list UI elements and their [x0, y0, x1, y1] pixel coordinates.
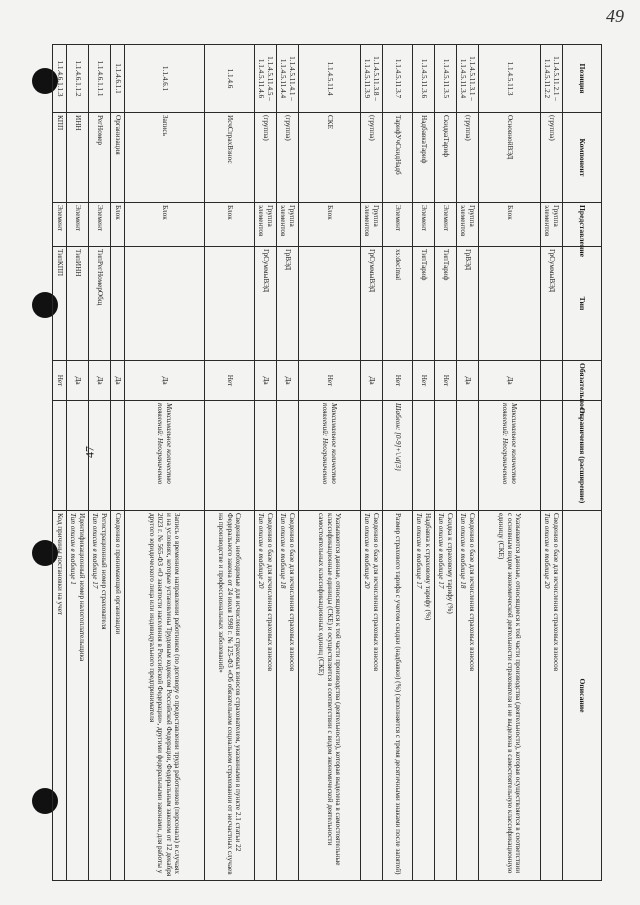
- cell-component: ОсновнойВЭД: [479, 113, 541, 203]
- cell-component: Запись: [125, 113, 205, 203]
- table-row: [435, 45, 457, 881]
- header-mandatory: Обязательность: [563, 361, 602, 401]
- cell-type: [111, 247, 125, 361]
- header-position: Позиция: [563, 45, 602, 113]
- cell-limits: [67, 401, 89, 511]
- cell-description: [383, 511, 413, 881]
- cell-limits: Максимальное количество появлений: Неограниченно: [125, 401, 205, 511]
- cell-component: (группа): [277, 113, 299, 203]
- table-row: [125, 45, 205, 881]
- cell-kind: Группа элементов: [457, 203, 479, 247]
- table-row: [299, 45, 361, 881]
- cell-mandatory: Да: [479, 361, 541, 401]
- cell-type: [205, 247, 255, 361]
- description-text: Сведения о базе для исчисления страховых взносов: [467, 513, 476, 672]
- cell-position: 1.1.4.5.11.4: [299, 45, 361, 113]
- header-type: Тип: [563, 247, 602, 361]
- description-text: Указываются данные, относящиеся к той части производства (деятельности), которая выделена в самостоятельные классификационные единицы (СКЕ) и осуществляется в соответствии с видом экономической деятельности самостоятельных классификационных единиц (СКЕ): [317, 513, 342, 866]
- table-row: [67, 45, 89, 881]
- sheet-number: 49: [606, 6, 624, 26]
- cell-kind: Группа элементов: [277, 203, 299, 247]
- cell-mandatory: Нет: [435, 361, 457, 401]
- cell-kind: Элемент: [383, 203, 413, 247]
- header-component: Компонент: [563, 113, 602, 203]
- description-text: Регистрационный номер страхователя: [99, 513, 108, 630]
- cell-mandatory: Нет: [205, 361, 255, 401]
- description-text: Сведения о базе для исчисления страховых взносов: [287, 513, 296, 672]
- cell-position: 1.1.4.6: [205, 45, 255, 113]
- cell-description: [111, 511, 125, 881]
- description-text: Запись о временном направлении работников (по договору о предоставлении труда работников (персонала) в случаях и на условиях, которые установлены Трудовым кодексом Российской Федерации, Федеральным законом от 12 декабря 2023 г. № 565-ФЗ «О занятости населения в Российской Федерации», другими федеральными законами, для работы у другого юридического лица или индивидуального предпринимателя: [148, 513, 181, 877]
- cell-position: 1.1.4.6.1.1.3: [53, 45, 67, 113]
- cell-mandatory: Да: [67, 361, 89, 401]
- cell-description: [205, 511, 255, 881]
- cell-description: [541, 511, 563, 881]
- cell-mandatory: Да: [277, 361, 299, 401]
- cell-limits: [255, 401, 277, 511]
- cell-limits: [413, 401, 435, 511]
- cell-type: ГрВЭД: [277, 247, 299, 361]
- description-ref: Тип описан в таблице 18: [459, 513, 468, 589]
- spec-table: [52, 44, 602, 881]
- description-text: Код причины постановки на учет: [55, 513, 64, 616]
- cell-description: [361, 511, 383, 881]
- cell-mandatory: Нет: [383, 361, 413, 401]
- description-ref: Тип описан в таблице 18: [279, 513, 288, 589]
- cell-position: 1.1.4.5.11.4.5 – 1.1.4.5.11.4.6: [255, 45, 277, 113]
- cell-kind: Элемент: [435, 203, 457, 247]
- table-row: [205, 45, 255, 881]
- cell-kind: Элемент: [89, 203, 111, 247]
- cell-description: [53, 511, 67, 881]
- cell-description: [479, 511, 541, 881]
- cell-kind: Элемент: [413, 203, 435, 247]
- cell-limits: [361, 401, 383, 511]
- cell-limits: [435, 401, 457, 511]
- cell-type: xs:decimal: [383, 247, 413, 361]
- cell-kind: Блок: [125, 203, 205, 247]
- cell-description: [457, 511, 479, 881]
- cell-type: ГрСуммыВЭД: [361, 247, 383, 361]
- cell-type: ТипТариф: [413, 247, 435, 361]
- cell-mandatory: Да: [125, 361, 205, 401]
- table-row: [89, 45, 111, 881]
- cell-mandatory: Да: [255, 361, 277, 401]
- cell-position: 1.1.4.5.11.3.1 – 1.1.4.5.11.3.4: [457, 45, 479, 113]
- description-text: Сведения о принимающей организации: [113, 513, 122, 635]
- cell-position: 1.1.4.6.1.1: [111, 45, 125, 113]
- header-limits: Ограничения (расширение): [563, 401, 602, 511]
- table-row: [111, 45, 125, 881]
- description-text: Сведения о базе для исчисления страховых взносов: [371, 513, 380, 672]
- header-description: Описание: [563, 511, 602, 881]
- table-row: [541, 45, 563, 881]
- table-row: [255, 45, 277, 881]
- cell-component: Организация: [111, 113, 125, 203]
- cell-description: [277, 511, 299, 881]
- cell-position: 1.1.4.5.11.4.1 – 1.1.4.5.11.4.4: [277, 45, 299, 113]
- description-text: Надбавка к страховому тарифу (%): [423, 513, 432, 621]
- description-ref: Тип описан в таблице 1: [69, 513, 78, 585]
- description-text: Сведения о базе для исчисления страховых взносов: [551, 513, 560, 672]
- cell-mandatory: Да: [361, 361, 383, 401]
- cell-mandatory: Нет: [299, 361, 361, 401]
- cell-position: 1.1.4.5.11.2.1 – 1.1.4.5.11.2.2: [541, 45, 563, 113]
- description-text: Сведения, необходимые для исчисления страховых взносов страхователем, указанными в пункте 2.1 статьи 22 Федерального закона от 24 июля 1998 г. № 125-ФЗ «Об обязательном социальном страховании от несчастных случаев на производстве и профессиональных заболеваний»: [217, 513, 242, 875]
- description-ref: Тип описан в таблице 17: [415, 513, 424, 589]
- cell-component: ТарифУчСкидНадб: [383, 113, 413, 203]
- cell-component: ИсчСтрахВзнос: [205, 113, 255, 203]
- table-row: [457, 45, 479, 881]
- description-ref: Тип описан в таблице 20: [257, 513, 266, 589]
- cell-kind: Блок: [299, 203, 361, 247]
- cell-limits: [53, 401, 67, 511]
- table-row: [479, 45, 541, 881]
- cell-component: СкидкаТариф: [435, 113, 457, 203]
- description-text: Идентификационный номер налогоплательщика: [77, 513, 86, 662]
- header-row: [563, 45, 602, 881]
- cell-position: 1.1.4.5.11.3: [479, 45, 541, 113]
- description-ref: Тип описан в таблице 17: [91, 513, 100, 589]
- cell-component: СКЕ: [299, 113, 361, 203]
- cell-kind: Элемент: [53, 203, 67, 247]
- cell-limits: [457, 401, 479, 511]
- cell-position: 1.1.4.5.11.3.8 – 1.1.4.5.11.3.9: [361, 45, 383, 113]
- cell-type: [479, 247, 541, 361]
- cell-limits: [205, 401, 255, 511]
- cell-type: ТипКПП: [53, 247, 67, 361]
- cell-mandatory: Да: [457, 361, 479, 401]
- description-ref: Тип описан в таблице 17: [437, 513, 446, 589]
- cell-component: (группа): [361, 113, 383, 203]
- cell-type: [125, 247, 205, 361]
- cell-mandatory: Да: [89, 361, 111, 401]
- cell-type: ГрСуммыВЭД: [255, 247, 277, 361]
- cell-mandatory: [541, 361, 563, 401]
- cell-description: [299, 511, 361, 881]
- cell-position: 1.1.4.5.11.3.5: [435, 45, 457, 113]
- cell-component: КПП: [53, 113, 67, 203]
- table-row: [383, 45, 413, 881]
- cell-type: ТипРегНомерОбщ: [89, 247, 111, 361]
- cell-kind: Блок: [205, 203, 255, 247]
- cell-type: ТипИНН: [67, 247, 89, 361]
- cell-kind: Группа элементов: [541, 203, 563, 247]
- cell-type: [299, 247, 361, 361]
- cell-description: [255, 511, 277, 881]
- cell-kind: Блок: [479, 203, 541, 247]
- cell-component: ИНН: [67, 113, 89, 203]
- cell-limits: [89, 401, 111, 511]
- cell-mandatory: Да: [111, 361, 125, 401]
- cell-description: [435, 511, 457, 881]
- cell-type: ГрСуммыВЭД: [541, 247, 563, 361]
- description-text: Сведения о базе для исчисления страховых взносов: [265, 513, 274, 672]
- cell-component: (группа): [541, 113, 563, 203]
- page-number: 47: [82, 446, 97, 458]
- cell-limits: [541, 401, 563, 511]
- cell-kind: Элемент: [67, 203, 89, 247]
- cell-position: 1.1.4.5.11.3.6: [413, 45, 435, 113]
- table-row: [277, 45, 299, 881]
- cell-component: РегНомер: [89, 113, 111, 203]
- cell-position: 1.1.4.5.11.3.7: [383, 45, 413, 113]
- cell-limits: [277, 401, 299, 511]
- description-text: Скидка к страховому тарифу (%): [445, 513, 454, 614]
- cell-limits: Максимальное количество появлений: Неограниченно: [479, 401, 541, 511]
- cell-limits: [111, 401, 125, 511]
- cell-component: (группа): [255, 113, 277, 203]
- cell-position: 1.1.4.6.1.1.1: [89, 45, 111, 113]
- description-ref: Тип описан в таблице 20: [363, 513, 372, 589]
- cell-component: НадбавкаТариф: [413, 113, 435, 203]
- table-row: [413, 45, 435, 881]
- cell-description: [89, 511, 111, 881]
- cell-mandatory: Нет: [53, 361, 67, 401]
- table-row: [361, 45, 383, 881]
- cell-type: ГрВЭД: [457, 247, 479, 361]
- cell-kind: Группа элементов: [361, 203, 383, 247]
- cell-kind: Группа элементов: [255, 203, 277, 247]
- cell-description: [67, 511, 89, 881]
- cell-limits: Шаблон: [0-9]+\.\d{3}: [383, 401, 413, 511]
- cell-mandatory: Нет: [413, 361, 435, 401]
- cell-position: 1.1.4.6.1: [125, 45, 205, 113]
- cell-description: [125, 511, 205, 881]
- header-kind: Представление: [563, 203, 602, 247]
- table-row: [53, 45, 67, 881]
- description-text: Указываются данные, относящиеся к той части производства (деятельности), которая осуществляется в соответствии с основным видом экономической деятельности страхователя и не выделена в самостоятельную классификационную единицу (СКЕ): [497, 513, 522, 874]
- cell-kind: Блок: [111, 203, 125, 247]
- description-ref: Тип описан в таблице 20: [543, 513, 552, 589]
- description-text: Размер страхового тарифа с учетом скидки (надбавки) (%) (заполняется с тремя десятичными знаками после запятой): [393, 513, 402, 875]
- cell-position: 1.1.4.6.1.1.2: [67, 45, 89, 113]
- cell-limits: Максимальное количество появлений: Неограниченно: [299, 401, 361, 511]
- cell-component: (группа): [457, 113, 479, 203]
- cell-description: [413, 511, 435, 881]
- cell-type: ТипТариф: [435, 247, 457, 361]
